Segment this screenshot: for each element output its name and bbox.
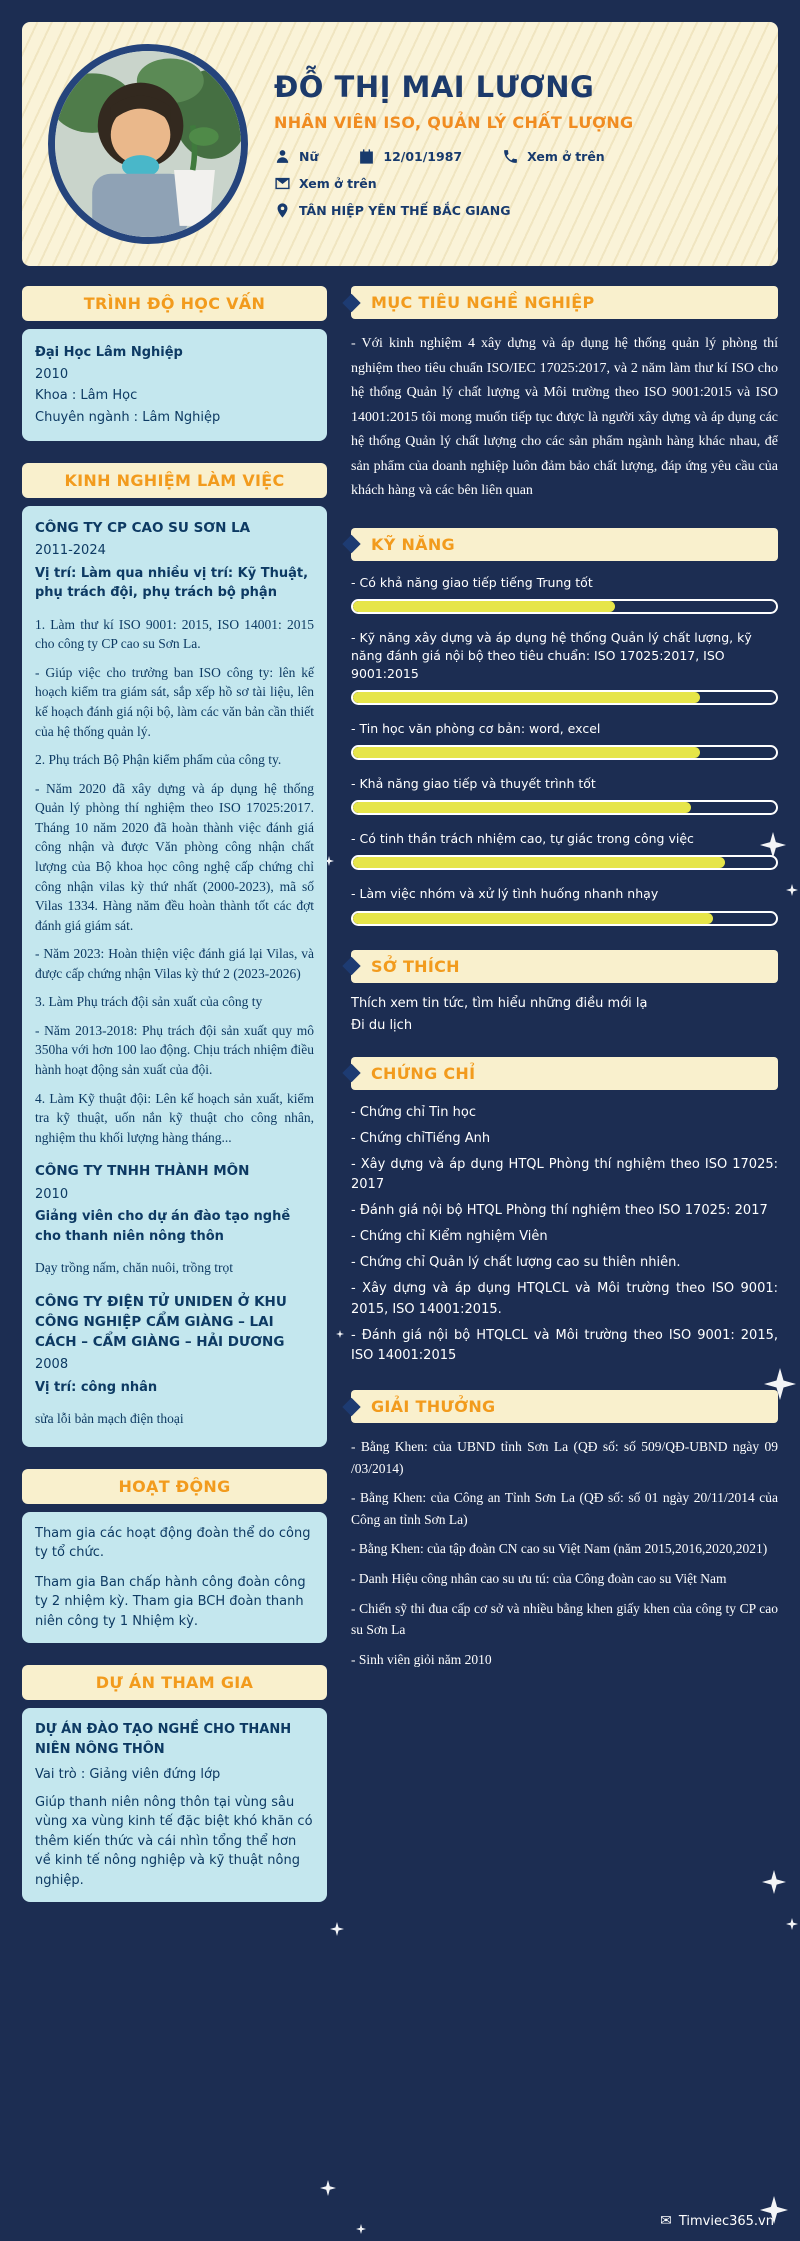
hobby-line: Đi du lịch (351, 1017, 413, 1033)
award-item: - Bằng Khen: của tập đoàn CN cao su Việt Nam (năm 2015,2016,2020,2021) (351, 1541, 768, 1557)
job-detail: - Năm 2013-2018: Phụ trách đội sản xuất quy mô 350ha với hơn 100 lao động. Chịu trách nhiệm điều hành hoạt động sản xuất của đội. (35, 1022, 314, 1077)
job-detail: Dạy trồng nấm, chăn nuôi, trồng trọt (35, 1260, 233, 1275)
calendar-icon (358, 148, 375, 165)
profile-photo (48, 44, 248, 244)
section-certificates (351, 1057, 778, 1367)
job-position: Vị trí: công nhân (35, 1379, 158, 1395)
certificate-item: - Đánh giá nội bộ HTQLCL và Môi trường theo ISO 9001: 2015, ISO 14001:2015 (351, 1327, 778, 1363)
job-period: 2010 (35, 1186, 69, 1202)
education-major: Chuyên ngành : Lâm Nghiệp (35, 409, 221, 425)
activity-paragraph: Tham gia Ban chấp hành công đoàn công ty 2 nhiệm kỳ. Tham gia BCH đoàn thanh niên công ty 1 Nhiệm kỳ. (35, 1574, 306, 1629)
project-title: DỰ ÁN ĐÀO TẠO NGHỀ CHO THANH NIÊN NÔNG THÔN (35, 1722, 292, 1757)
skill-item (351, 629, 778, 705)
gender-field (274, 148, 318, 165)
skill-label: - Khả năng giao tiếp và thuyết trình tốt (351, 776, 596, 792)
skill-bar-fill (353, 913, 713, 924)
skill-bar (351, 745, 778, 760)
job-detail: - Giúp việc cho trưởng ban ISO công ty: lên kế hoạch kiểm tra giám sát, sắp xếp hồ sơ tài liệu, lên kế hoạch đánh giá nội bộ, làm các văn bản cần thiết của hệ thống quản lý. (35, 664, 314, 739)
section-experience (22, 463, 327, 1447)
education-school: Đại Học Lâm Nghiệp (35, 345, 183, 360)
experience-job (35, 518, 314, 1147)
section-education (22, 286, 327, 441)
skill-bar (351, 690, 778, 705)
section-activities (22, 1469, 327, 1644)
skill-label: - Làm việc nhóm và xử lý tình huống nhanh nhạy (351, 886, 659, 902)
left-column (22, 286, 327, 1902)
email-icon (274, 175, 291, 192)
project-description: Giúp thanh niên nông thôn tại vùng sâu vùng xa vùng kinh tế đặc biệt khó khăn có thêm kiến thức và cái nhìn tổng thể hơn về kinh tế nông nghiệp và kỹ thuật nông nghiệp. (35, 1794, 313, 1888)
section-skills (351, 528, 778, 926)
education-year: 2010 (35, 366, 69, 382)
job-detail: 2. Phụ trách Bộ Phận kiểm phẩm của công ty. (35, 752, 282, 768)
job-company: CÔNG TY CP CAO SU SƠN LA (35, 520, 251, 536)
phone-field (502, 148, 605, 165)
section-heading-objective: MỤC TIÊU NGHỀ NGHIỆP (351, 286, 778, 319)
hobby-line: Thích xem tin tức, tìm hiểu những điều mới lạ (351, 995, 648, 1011)
star-decoration (330, 1922, 344, 1936)
header-card (22, 22, 778, 266)
education-faculty: Khoa : Lâm Học (35, 388, 138, 403)
certificate-item: - Chứng chỉ Kiểm nghiệm Viên (351, 1229, 548, 1245)
skill-item (351, 885, 778, 925)
job-detail: 1. Làm thư kí ISO 9001: 2015, ISO 14001: 2015 cho công ty CP cao su Sơn La. (35, 616, 314, 652)
job-position: Giảng viên cho dự án đào tạo nghề cho thanh niên nông thôn (35, 1209, 291, 1244)
location-pin-icon (274, 202, 291, 219)
skill-bar-fill (353, 857, 725, 868)
phone-value: Xem ở trên (527, 148, 605, 164)
job-position: Vị trí: Làm qua nhiều vị trí: Kỹ Thuật, phụ trách đội, phụ trách bộ phận (35, 565, 309, 601)
envelope-icon: ✉ (660, 2213, 672, 2229)
certificate-item: - Đánh giá nội bộ HTQL Phòng thí nghiệm theo ISO 17025: 2017 (351, 1203, 768, 1219)
star-decoration (786, 1918, 798, 1930)
star-decoration (786, 884, 798, 896)
candidate-name: ĐỖ THỊ MAI LƯƠNG (274, 69, 595, 104)
skill-bar-fill (353, 692, 700, 703)
certificate-item: - Chứng chỉ Quản lý chất lượng cao su thiên nhiên. (351, 1255, 681, 1271)
section-heading-experience: KINH NGHIỆM LÀM VIỆC (22, 463, 327, 498)
address-value: TÂN HIỆP YÊN THẾ BẮC GIANG (299, 202, 511, 218)
gender-value: Nữ (299, 148, 319, 164)
section-heading-awards: GIẢI THƯỞNG (351, 1390, 778, 1423)
address-field (274, 202, 511, 219)
skill-bar (351, 911, 778, 926)
skill-label: - Có khả năng giao tiếp tiếng Trung tốt (351, 574, 593, 590)
project-role: Vai trò : Giảng viên đứng lớp (35, 1767, 221, 1783)
certificate-item: - Xây dựng và áp dụng HTQL Phòng thí nghiệm theo ISO 17025: 2017 (351, 1156, 778, 1192)
section-heading-education: TRÌNH ĐỘ HỌC VẤN (22, 286, 327, 321)
job-period: 2008 (35, 1357, 69, 1373)
award-item: - Sinh viên giỏi năm 2010 (351, 1651, 492, 1667)
job-company: CÔNG TY ĐIỆN TỬ UNIDEN Ở KHU CÔNG NGHIỆP CẨM GIÀNG – LAI CÁCH – CẨM GIÀNG – HẢI DƯƠNG (35, 1293, 287, 1351)
award-item: - Bằng Khen: của Công an Tỉnh Sơn La (QĐ số: số 01 ngày 20/11/2014 của Công an tỉnh Sơn La) (351, 1490, 778, 1527)
section-heading-hobbies: SỞ THÍCH (351, 950, 778, 983)
section-hobbies (351, 950, 778, 1033)
skill-bar (351, 800, 778, 815)
job-detail: - Năm 2023: Hoàn thiện việc đánh giá lại Vilas, và được cấp chứng nhận Vilas kỳ thứ 2 (2023-2026) (35, 946, 314, 981)
star-decoration (320, 2180, 336, 2196)
right-column (351, 286, 778, 1670)
experience-job (35, 1161, 314, 1277)
section-heading-certificates: CHỨNG CHỈ (351, 1057, 778, 1090)
contact-info (274, 148, 752, 219)
section-heading-activities: HOẠT ĐỘNG (22, 1469, 327, 1504)
activity-paragraph: Tham gia các hoạt động đoàn thể do công ty tổ chức. (35, 1525, 311, 1561)
skill-label: - Kỹ năng xây dựng và áp dụng hệ thống Quản lý chất lượng, kỹ năng đánh giá nội bộ theo tiêu chuẩn: ISO 17025:2017, ISO 9001:2015 (351, 629, 752, 681)
certificate-item: - Xây dựng và áp dụng HTQLCL và Môi trường theo ISO 9001: 2015, ISO 14001:2015. (351, 1281, 778, 1317)
candidate-job-title: NHÂN VIÊN ISO, QUẢN LÝ CHẤT LƯỢNG (274, 112, 634, 132)
job-detail: sửa lỗi bản mạch điện thoại (35, 1411, 184, 1427)
award-item: - Danh Hiệu công nhân cao su ưu tú: của Công đoàn cao su Việt Nam (351, 1571, 727, 1587)
email-field (274, 175, 377, 192)
star-decoration (356, 2224, 366, 2234)
skill-bar (351, 599, 778, 614)
skill-bar-fill (353, 802, 691, 813)
certificate-item: - Chứng chỉTiếng Anh (351, 1130, 491, 1146)
skill-item (351, 775, 778, 815)
skill-item (351, 574, 778, 614)
profile-photo-image (55, 51, 241, 237)
job-company: CÔNG TY TNHH THÀNH MÔN (35, 1163, 250, 1180)
section-heading-projects: DỰ ÁN THAM GIA (22, 1665, 327, 1700)
section-objective (351, 286, 778, 504)
job-detail: - Năm 2020 đã xây dựng và áp dụng hệ thống Quản lý phòng thí nghiệm theo ISO 17025:2017. Tháng 10 năm 2020 đã hoàn thành việc đánh giá công nhận và được Văn phòng công nhận chất lượng của Bộ khoa học công nghệ cấp chứng chỉ công nhận vilas kỳ thứ nhất (2000-2023), mã số Vilas 1334. Hàng năm đều hoàn thành tốt các đợt đánh giá giám sát. (35, 780, 314, 933)
skill-item (351, 830, 778, 870)
skill-bar (351, 855, 778, 870)
job-period: 2011-2024 (35, 543, 106, 559)
award-item: - Bằng Khen: của UBND tỉnh Sơn La (QĐ số: số 509/QĐ-UBND ngày 09 /03/2014) (351, 1439, 778, 1476)
experience-job (35, 1292, 314, 1429)
objective-text: - Với kinh nghiệm 4 xây dựng và áp dụng hệ thống quản lý phòng thí nghiệm theo tiêu chuẩn ISO/IEC 17025:2017, và 2 năm làm thư kí ISO cho hệ thống Quản lý chất lượng và Môi trường theo ISO 9001:2015 và ISO 14001:2015 tôi mong muốn tiếp tục được là người xây dựng và áp dụng các hệ thống Quản lý chất lượng cho các sản phẩm ngành hàng khác nhau, để sản phẩm của doanh nghiệp luôn đảm bảo chất lượng, đáp ứng yêu cầu của khách hàng và các bên liên quan (351, 336, 778, 498)
birthday-value: 12/01/1987 (383, 148, 463, 164)
phone-icon (502, 148, 519, 165)
skill-label: - Tin học văn phòng cơ bản: word, excel (351, 721, 601, 736)
job-detail: 3. Làm Phụ trách đội sản xuất của công ty (35, 994, 263, 1010)
birthday-field (358, 148, 462, 165)
email-value: Xem ở trên (299, 175, 377, 191)
skill-item (351, 720, 778, 760)
skill-bar-fill (353, 747, 700, 758)
award-item: - Chiến sỹ thi đua cấp cơ sở và nhiều bằng khen giấy khen của công ty CP cao su Sơn La (351, 1600, 778, 1638)
skill-label: - Có tinh thần trách nhiệm cao, tự giác trong công việc (351, 831, 694, 847)
site-watermark-text: Timviec365.vn (678, 2213, 774, 2229)
skill-bar-fill (353, 601, 615, 612)
job-detail: 4. Làm Kỹ thuật đội: Lên kế hoạch sản xuất, kiểm tra kỹ thuật, uốn nắn kỹ thuật cho công nhân, nghiệm thu khối lượng hàng tháng... (35, 1090, 314, 1145)
section-projects (22, 1665, 327, 1902)
section-heading-skills: KỸ NĂNG (351, 528, 778, 561)
section-awards (351, 1390, 778, 1670)
certificate-item: - Chứng chỉ Tin học (351, 1104, 476, 1120)
site-watermark (660, 2213, 774, 2229)
gender-icon (274, 148, 291, 165)
